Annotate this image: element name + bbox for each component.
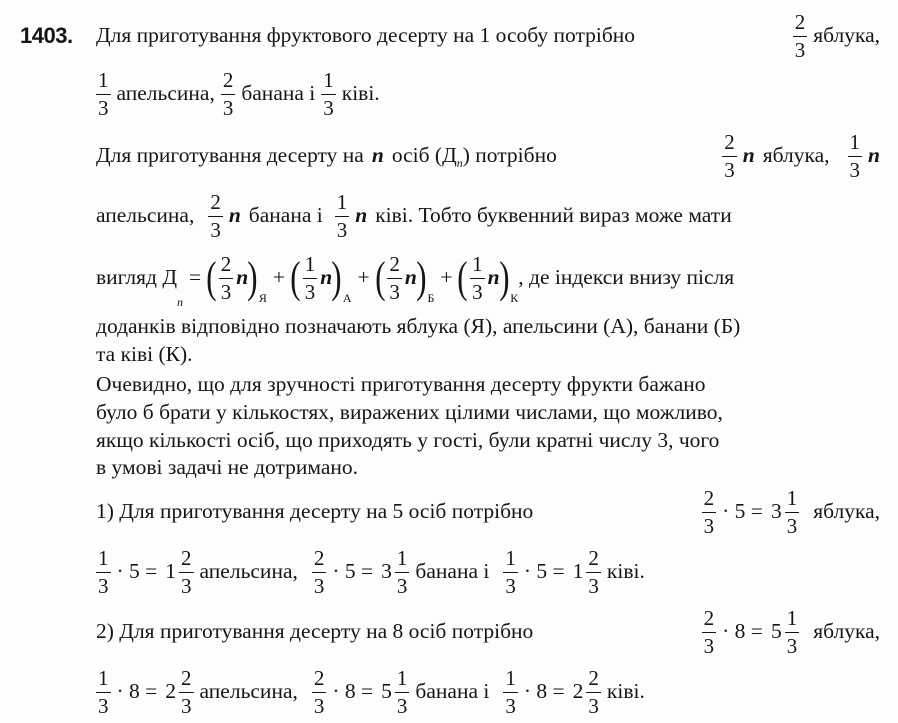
fraction: $\frac{1}{3}$ bbox=[786, 486, 798, 538]
fraction: $\frac{2}{3}$ bbox=[389, 252, 400, 304]
left-paren: ( bbox=[206, 253, 217, 302]
word: яблука, bbox=[813, 499, 880, 524]
fraction: $\frac{1}{3}$ bbox=[304, 252, 316, 304]
mixed-number: 2 $\frac{2}{3}$ bbox=[165, 666, 192, 718]
paragraph-line-4: в умові задачі не дотримано. bbox=[96, 455, 359, 480]
word: ківі. bbox=[341, 81, 380, 106]
intro-line-2 bbox=[96, 70, 880, 118]
mixed-number: 2 $\frac{2}{3}$ bbox=[572, 666, 599, 718]
word: апельсина, bbox=[96, 203, 195, 228]
left-paren: ( bbox=[457, 253, 468, 302]
plus-sign: + bbox=[440, 265, 453, 290]
subscript-b: Б bbox=[427, 291, 435, 305]
word: апельсина, bbox=[199, 679, 298, 704]
text: осіб (Д bbox=[391, 143, 457, 168]
word: ківі. bbox=[606, 559, 645, 584]
multiplication: · 5 = bbox=[332, 559, 374, 584]
fraction: $\frac{1}{3}$ bbox=[786, 606, 798, 658]
fraction: $\frac{2}{3}$ bbox=[313, 546, 325, 598]
fraction: $\frac{2}{3}$ bbox=[588, 546, 599, 598]
subscript-a: А bbox=[342, 291, 352, 305]
multiplication: · 5 = bbox=[722, 499, 763, 524]
fraction: $\frac{2}{3}$ bbox=[210, 190, 221, 242]
text: вигляд Д bbox=[96, 265, 177, 290]
text: , де індекси внизу після bbox=[518, 265, 735, 290]
multiplication: · 8 = bbox=[116, 679, 158, 704]
fraction: $\frac{1}{3}$ bbox=[98, 546, 109, 598]
word: апельсина, bbox=[199, 559, 298, 584]
fraction: $\frac{2}{3}$ bbox=[181, 546, 192, 598]
general-line-5: та ківі (К). bbox=[96, 342, 193, 367]
multiplication: · 8 = bbox=[722, 619, 763, 644]
word: ківі. bbox=[606, 679, 645, 704]
intro-text: Для приготування фруктового десерту на 1 особу потрібно bbox=[96, 23, 636, 48]
right-paren: ) bbox=[415, 253, 427, 302]
variable-n: n bbox=[320, 265, 333, 290]
mixed-number: 5 $\frac{1}{3}$ bbox=[770, 606, 798, 658]
fraction: $\frac{2}{3}$ bbox=[588, 666, 599, 718]
subscript-k: К bbox=[510, 291, 519, 305]
mixed-number: 1 $\frac{2}{3}$ bbox=[165, 546, 192, 598]
variable-n: n bbox=[228, 203, 241, 228]
paragraph-line-3: якщо кількості осіб, що приходять у гості, були кратні числу 3, чого bbox=[96, 428, 720, 453]
case2-line-2 bbox=[96, 666, 880, 718]
variable-n: n bbox=[236, 265, 249, 290]
fraction: $\frac{1}{3}$ bbox=[336, 190, 348, 242]
fraction: $\frac{1}{3}$ bbox=[98, 666, 109, 718]
multiplication: · 8 = bbox=[523, 679, 565, 704]
plus-sign: + bbox=[357, 265, 370, 290]
fraction: $\frac{2}{3}$ bbox=[313, 666, 325, 718]
fraction: $\frac{2}{3}$ bbox=[794, 10, 806, 62]
general-line-1 bbox=[96, 130, 880, 182]
variable-n: n bbox=[355, 203, 368, 228]
fraction: $\frac{1}{3}$ bbox=[472, 252, 483, 304]
left-paren: ( bbox=[374, 253, 386, 302]
text: 2) Для приготування десерту на 8 осіб потрібно bbox=[96, 619, 534, 644]
fraction: $\frac{2}{3}$ bbox=[181, 666, 192, 718]
text: Для приготування десерту на bbox=[96, 143, 364, 168]
word: яблука, bbox=[813, 23, 880, 48]
paragraph-line-1: Очевидно, що для зручності приготування десерту фрукти бажано bbox=[96, 372, 706, 397]
subscript-n: n bbox=[456, 155, 463, 170]
variable-n: n bbox=[868, 143, 880, 168]
right-paren: ) bbox=[498, 253, 510, 302]
fraction: $\frac{1}{3}$ bbox=[396, 546, 408, 598]
fraction: $\frac{1}{3}$ bbox=[396, 666, 408, 718]
case2-line-1 bbox=[96, 606, 880, 658]
fraction: $\frac{2}{3}$ bbox=[724, 130, 735, 182]
left-paren: ( bbox=[290, 253, 301, 302]
mixed-number: 5 $\frac{1}{3}$ bbox=[381, 666, 408, 718]
mixed-number: 3 $\frac{1}{3}$ bbox=[381, 546, 408, 598]
right-paren: ) bbox=[247, 253, 258, 302]
fraction: $\frac{1}{3}$ bbox=[98, 68, 109, 120]
fraction: $\frac{1}{3}$ bbox=[323, 68, 334, 120]
right-paren: ) bbox=[331, 253, 342, 302]
case1-line-2 bbox=[96, 546, 880, 598]
fraction: $\frac{2}{3}$ bbox=[220, 252, 232, 304]
fraction: $\frac{1}{3}$ bbox=[849, 130, 861, 182]
mixed-number: 3 $\frac{1}{3}$ bbox=[770, 486, 798, 538]
fraction: $\frac{2}{3}$ bbox=[703, 606, 715, 658]
fraction: $\frac{2}{3}$ bbox=[222, 68, 234, 120]
problem-number: 1403. bbox=[20, 23, 73, 48]
variable-n: n bbox=[487, 265, 500, 290]
text: ківі. Тобто буквенний вираз може мати bbox=[375, 203, 732, 228]
variable-n: n bbox=[371, 143, 384, 168]
general-line-4: доданків відповідно позначають яблука (Я), апельсини (А), банани (Б) bbox=[96, 314, 741, 339]
text: ) потрібно bbox=[462, 143, 557, 168]
text: 1) Для приготування десерту на 5 осіб потрібно bbox=[96, 499, 534, 524]
word: банана і bbox=[415, 559, 490, 584]
word: апельсина, bbox=[116, 81, 215, 106]
paragraph-line-2: було б брати у кількостях, виражених цілими числами, що можливо, bbox=[96, 400, 723, 425]
mixed-number: 1 $\frac{2}{3}$ bbox=[572, 546, 599, 598]
formula-line bbox=[96, 250, 880, 309]
case1-line-1 bbox=[96, 486, 880, 538]
multiplication: · 5 = bbox=[523, 559, 565, 584]
fraction: $\frac{1}{3}$ bbox=[505, 666, 516, 718]
subscript-n: n bbox=[176, 295, 183, 309]
plus-sign: + bbox=[272, 265, 286, 290]
variable-n: n bbox=[404, 265, 417, 290]
fraction: $\frac{1}{3}$ bbox=[505, 546, 516, 598]
word: банана і bbox=[248, 203, 323, 228]
word: яблука, bbox=[813, 619, 880, 644]
word: яблука, bbox=[762, 143, 830, 168]
subscript-ya: Я bbox=[258, 291, 267, 305]
fraction: $\frac{2}{3}$ bbox=[703, 486, 715, 538]
variable-n: n bbox=[742, 143, 755, 168]
word: банана і bbox=[241, 81, 316, 106]
multiplication: · 5 = bbox=[116, 559, 158, 584]
multiplication: · 8 = bbox=[332, 679, 374, 704]
intro-line-1 bbox=[20, 12, 880, 60]
word: банана і bbox=[415, 679, 490, 704]
equals-sign: = bbox=[188, 265, 202, 290]
general-line-2 bbox=[96, 190, 880, 242]
